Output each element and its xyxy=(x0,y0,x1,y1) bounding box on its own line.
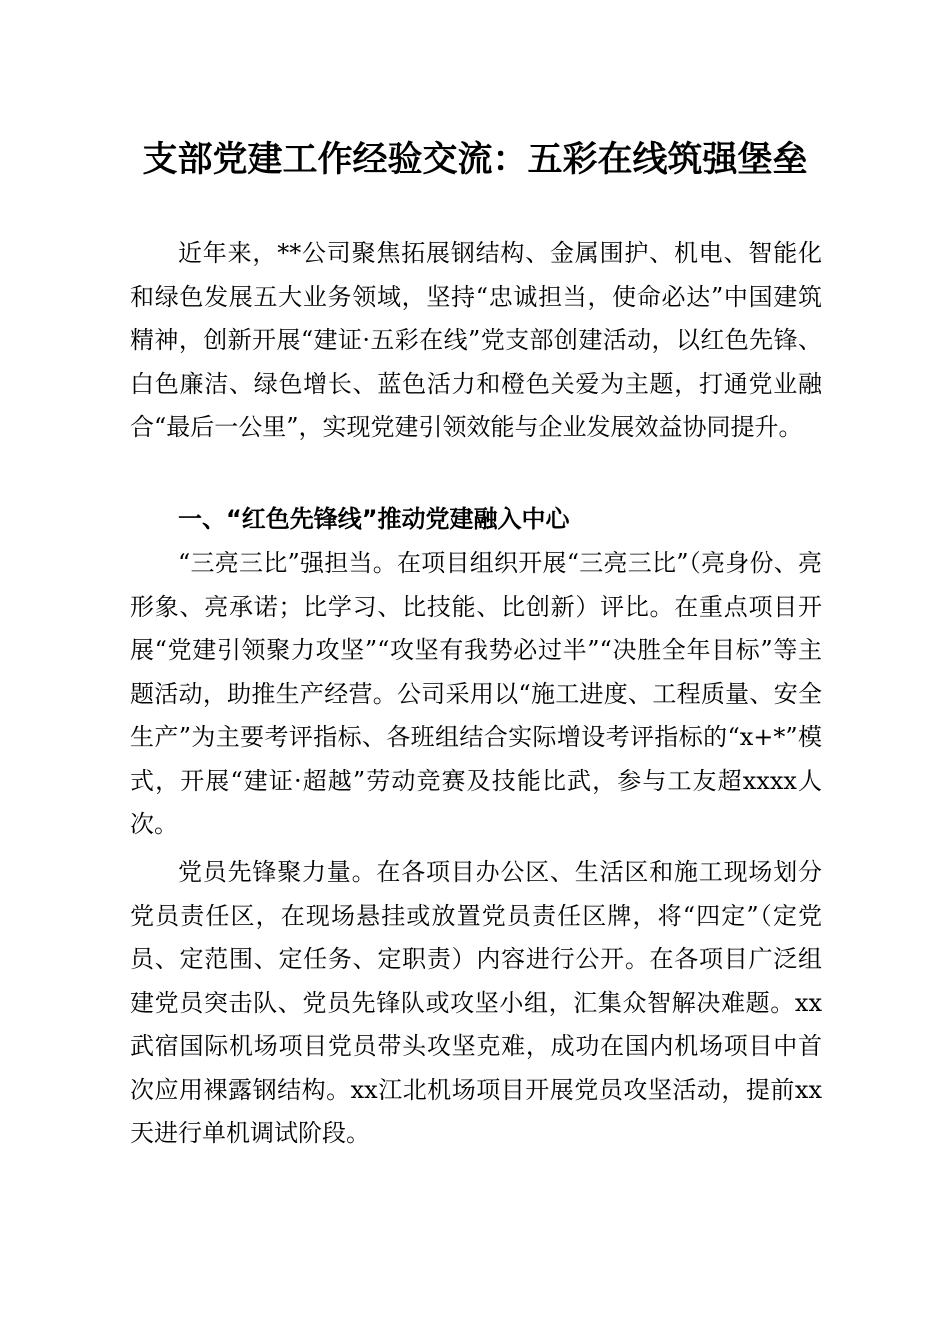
section-paragraph: “三亮三比”强担当。在项目组织开展“三亮三比”（亮身份、亮形象、亮承诺；比学习、比技能、比创新）评比。在重点项目开展“党建引领聚力攻坚”“攻坚有我势必过半”“决胜全年目标”等主题活动，助推生产经营。公司采用以“施工进度、工程质量、安全生产”为主要考评指标、各班组结合实际增设考评指标的“x+*”模式，开展“建证·超越”劳动竞赛及技能比武，参与工友超xxxx人次。 xyxy=(130,549,822,838)
intro-paragraph: 近年来，**公司聚焦拓展钢结构、金属围护、机电、智能化和绿色发展五大业务领域，坚持“忠诚担当，使命必达”中国建筑精神，创新开展“建证·五彩在线”党支部创建活动，以红色先锋、白色廉洁、绿色增长、蓝色活力和橙色关爱为主题，打通党业融合“最后一公里”，实现党建引领效能与企业发展效益协同提升。 xyxy=(130,239,822,441)
document-title: 支部党建工作经验交流：五彩在线筑强堡垒 xyxy=(142,139,808,180)
section-heading-red-pioneer: 一、“红色先锋线”推动党建融入中心 xyxy=(178,505,570,533)
section-paragraph: 党员先锋聚力量。在各项目办公区、生活区和施工现场划分党员责任区，在现场悬挂或放置党员责任区牌，将“四定”（定党员、定范围、定任务、定职责）内容进行公开。在各项目广泛组建党员突击队、党员先锋队或攻坚小组，汇集众智解决难题。xx武宿国际机场项目党员带头攻坚克难，成功在国内机场项目中首次应用裸露钢结构。xx江北机场项目开展党员攻坚活动，提前xx天进行单机调试阶段。 xyxy=(130,858,822,1147)
